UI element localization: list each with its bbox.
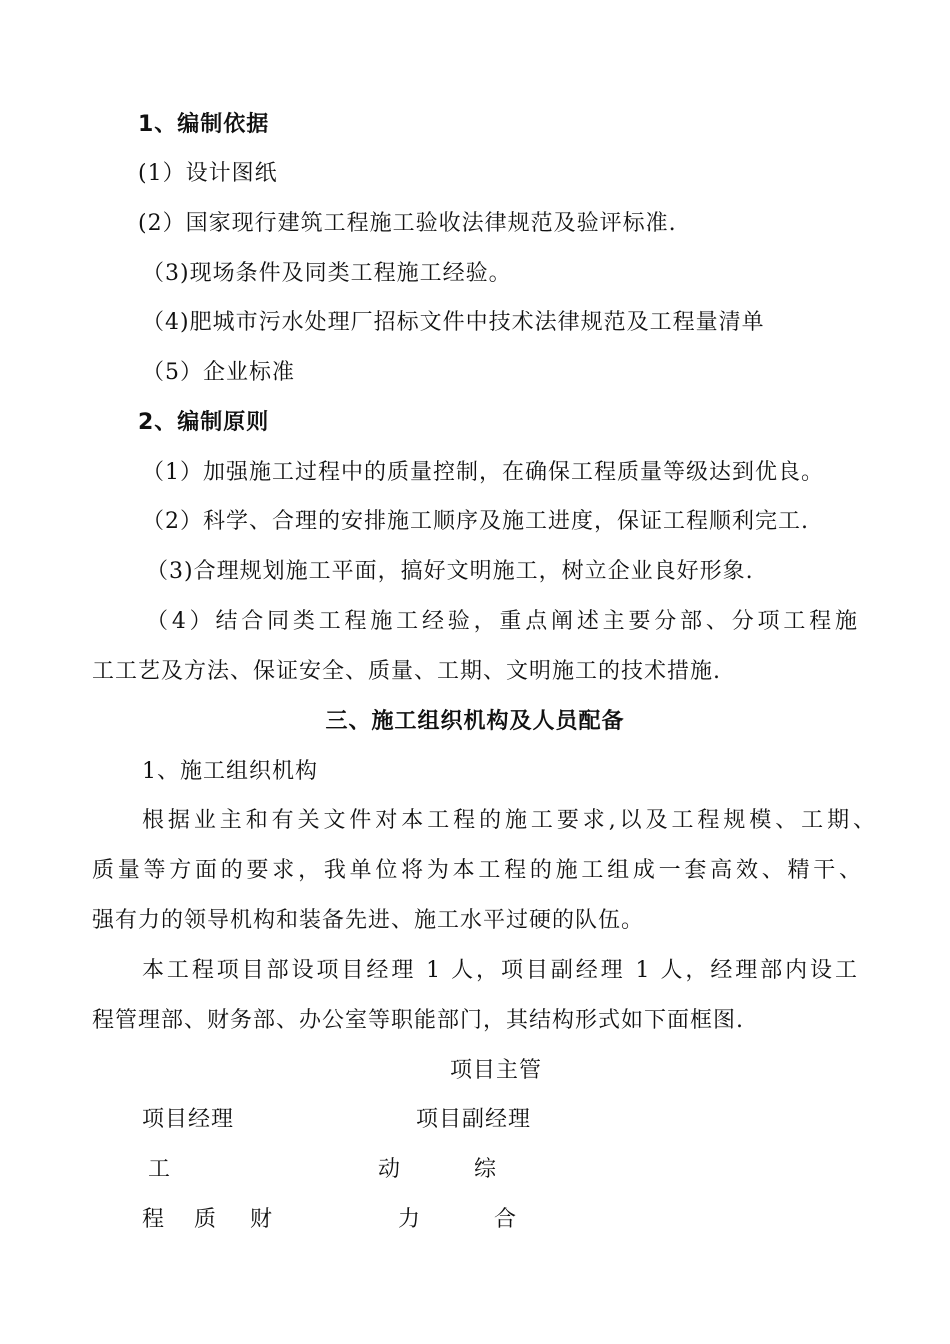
org-chart-label: 综 [474, 1157, 498, 1182]
org-chart-deputy: 项目副经理 [416, 1107, 532, 1132]
basis-item-5: （5）企业标准 [142, 360, 295, 385]
subsection-heading: 1、施工组织机构 [142, 759, 318, 784]
basis-item-4: （4)肥城市污水处理厂招标文件中技术法律规范及工程量清单 [142, 310, 765, 335]
section-heading-basis: 1、编制依据 [138, 112, 270, 137]
paragraph-1-line-1: 根据业主和有关文件对本工程的施工要求,以及工程规模、工期、 [142, 808, 876, 833]
principle-item-4-line-1: （4）结合同类工程施工经验，重点阐述主要分部、分项工程施 [146, 609, 858, 634]
principle-item-2: （2）科学、合理的安排施工顺序及施工进度，保证工程顺利完工. [142, 509, 809, 534]
org-chart-manager: 项目经理 [142, 1107, 235, 1132]
paragraph-1-line-3: 强有力的领导机构和装备先进、施工水平过硬的队伍。 [92, 908, 645, 933]
basis-item-3: （3)现场条件及同类工程施工经验。 [142, 261, 512, 286]
basis-item-2: (2）国家现行建筑工程施工验收法律规范及验评标准. [138, 211, 677, 236]
paragraph-2-line-2: 程管理部、财务部、办公室等职能部门，其结构形式如下面框图. [92, 1008, 744, 1033]
principle-item-3: （3)合理规划施工平面，搞好文明施工，树立企业良好形象. [146, 559, 754, 584]
chapter-heading: 三、施工组织机构及人员配备 [325, 709, 625, 734]
principle-item-4-line-2: 工工艺及方法、保证安全、质量、工期、文明施工的技术措施. [92, 659, 721, 684]
basis-item-1: (1）设计图纸 [138, 161, 278, 186]
org-chart-label: 财 [250, 1207, 274, 1232]
paragraph-1-line-2: 质量等方面的要求，我单位将为本工程的施工组成一套高效、精干、 [92, 858, 862, 883]
org-chart-label: 程 [142, 1207, 166, 1232]
org-chart-top: 项目主管 [450, 1058, 543, 1083]
principle-item-1: （1）加强施工过程中的质量控制，在确保工程质量等级达到优良。 [142, 460, 824, 485]
org-chart-label: 动 [378, 1157, 402, 1182]
org-chart-label: 合 [494, 1207, 518, 1232]
paragraph-2-line-1: 本工程项目部设项目经理 1 人，项目副经理 1 人，经理部内设工 [142, 958, 858, 983]
section-heading-principles: 2、编制原则 [138, 410, 270, 435]
org-chart-label: 质 [194, 1207, 218, 1232]
org-chart-label: 工 [148, 1157, 172, 1182]
org-chart-label: 力 [398, 1207, 422, 1232]
